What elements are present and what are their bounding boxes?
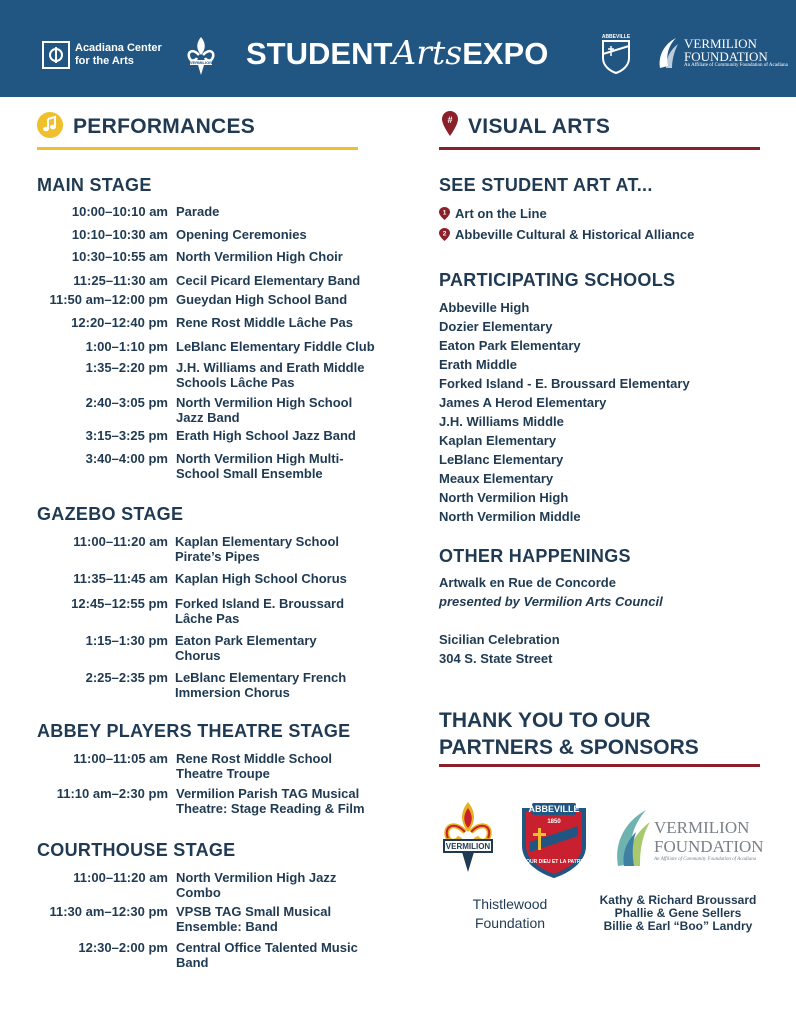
schedule-time: 3:40–4:00 pm: [85, 451, 168, 466]
schedule-event: North Vermilion High Jazz Combo: [176, 870, 337, 900]
acadiana-line1: Acadiana Center: [75, 42, 162, 54]
schedule-event: Eaton Park Elementary Chorus: [175, 633, 317, 663]
donor-name: Phallie & Gene Sellers: [614, 906, 742, 920]
school-item: Forked Island - E. Broussard Elementary: [439, 376, 690, 391]
thistlewood-foundation: [455, 895, 565, 933]
acadiana-mark-icon: [42, 41, 70, 69]
vf-line1: VERMILION: [684, 36, 757, 51]
schedule-event: LeBlanc Elementary Fiddle Club: [176, 339, 375, 354]
schedule-event: Rene Rost Middle School Theatre Troupe: [176, 751, 333, 781]
vf-wing-icon: [656, 36, 680, 70]
svg-text:2: 2: [442, 230, 447, 238]
schedule-time: 12:45–12:55 pm: [71, 596, 168, 611]
vermilion-fleur-logo: [184, 35, 218, 79]
schedule-event: North Vermilion High School Jazz Band: [176, 395, 353, 425]
schedule-time: 1:00–1:10 pm: [85, 339, 168, 354]
vf-sub: An Affiliate of Community Foundation of Acadiana: [684, 63, 788, 68]
schedule-time: 1:35–2:20 pm: [85, 360, 168, 375]
abbeville-city-seal-logo: [518, 802, 590, 878]
artwalk-text: Artwalk en Rue de Concorde: [439, 575, 616, 590]
sicilian-text: Sicilian Celebration: [439, 632, 560, 647]
sponsor-crest-year: 1850: [547, 819, 561, 825]
schools-title: PARTICIPATING SCHOOLS: [439, 270, 676, 290]
vermilion-foundation-logo: [656, 36, 788, 70]
see-art-title: SEE STUDENT ART AT...: [439, 175, 653, 195]
sponsors-rule: [439, 764, 760, 767]
schedule-time: 11:50 am–12:00 pm: [49, 292, 168, 307]
schedule-event: Gueydan High School Band: [176, 292, 348, 307]
schedule-time: 12:20–12:40 pm: [71, 315, 168, 330]
svg-text:#: #: [447, 115, 453, 125]
svg-text:1: 1: [442, 209, 447, 217]
sponsor-crest-top: ABBEVILLE: [528, 804, 580, 814]
sponsor-crest-motto: POUR DIEU ET LA PATRIE: [522, 859, 586, 865]
acadiana-logo: [42, 41, 162, 69]
school-item: Dozier Elementary: [439, 319, 553, 334]
gazebo-stage-title: GAZEBO STAGE: [37, 504, 184, 524]
performances-rule: [37, 147, 358, 150]
schedule-event: Cecil Picard Elementary Band: [176, 273, 361, 288]
visual-arts-heading: VISUAL ARTS: [468, 115, 611, 138]
sicilian-address: 304 S. State Street: [439, 651, 553, 666]
schedule-time: 11:00–11:20 am: [73, 870, 168, 885]
schedule-time: 11:10 am–2:30 pm: [56, 786, 168, 801]
schedule-event: Kaplan Elementary School Pirate’s Pipes: [175, 534, 339, 564]
schedule-time: 10:00–10:10 am: [71, 204, 168, 219]
schedule-time: 2:25–2:35 pm: [85, 670, 168, 685]
schedule-event: Erath High School Jazz Band: [176, 428, 356, 443]
schedule-event: Opening Ceremonies: [176, 227, 307, 242]
acadiana-line2: for the Arts: [75, 55, 134, 67]
schedule-event: Rene Rost Middle Lâche Pas: [176, 315, 353, 330]
school-item: Eaton Park Elementary: [439, 338, 581, 353]
schedule-time: 2:40–3:05 pm: [85, 395, 168, 410]
vf-line2: FOUNDATION: [684, 49, 768, 64]
sponsor-vf-line1: VERMILION: [654, 818, 750, 837]
visual-arts-rule: [439, 147, 760, 150]
schedule-time: 11:35–11:45 am: [73, 571, 168, 586]
sponsor-vf-line2: FOUNDATION: [654, 837, 764, 856]
thistlewood-line1: Thistlewood: [472, 896, 548, 912]
school-item: LeBlanc Elementary: [439, 452, 564, 467]
title-arts: Arts: [392, 33, 463, 72]
location-pin-icon: [441, 110, 459, 138]
schedule-time: 11:00–11:20 am: [73, 534, 168, 549]
schedule-event: Central Office Talented Music Band: [176, 940, 358, 970]
other-happenings-title: OTHER HAPPENINGS: [439, 546, 631, 566]
donor-name: Kathy & Richard Broussard: [599, 893, 757, 907]
location-item: [439, 206, 547, 221]
schedule-time: 12:30–2:00 pm: [78, 940, 168, 955]
expo-title: [246, 33, 548, 72]
school-item: Erath Middle: [439, 357, 518, 372]
sponsors-heading: [439, 707, 699, 761]
location-item: [439, 227, 694, 242]
schedule-event: North Vermilion High Multi-School Small Ensemble: [176, 451, 344, 481]
performances-header: [37, 111, 255, 139]
sponsor-fleur-label: VERMILION: [445, 842, 491, 851]
donor-list: [592, 894, 764, 933]
crest-small-label: ABBEVILLE: [601, 34, 631, 40]
school-item: Meaux Elementary: [439, 471, 554, 486]
schedule-time: 3:15–3:25 pm: [85, 428, 168, 443]
school-item: J.H. Williams Middle: [439, 414, 564, 429]
vermilion-parish-fleur-logo: [440, 800, 496, 876]
artwalk-presenter: presented by Vermilion Arts Council: [439, 594, 663, 609]
abbey-stage-title: ABBEY PLAYERS THEATRE STAGE: [37, 721, 351, 741]
school-item: North Vermilion High: [439, 490, 569, 505]
thanks-line2: PARTNERS & SPONSORS: [439, 736, 699, 759]
thanks-line1: THANK YOU TO OUR: [439, 709, 651, 732]
schedule-event: Parade: [176, 204, 220, 219]
header-banner: [0, 0, 796, 97]
courthouse-stage-title: COURTHOUSE STAGE: [37, 840, 236, 860]
schedule-event: VPSB TAG Small Musical Ensemble: Band: [176, 904, 332, 934]
school-item: Abbeville High: [439, 300, 530, 315]
schedule-event: LeBlanc Elementary French Immersion Chorus: [175, 670, 347, 700]
visual-arts-header: [441, 109, 610, 139]
music-note-icon: [37, 112, 63, 138]
schedule-time: 11:30 am–12:30 pm: [49, 904, 168, 919]
schedule-event: Vermilion Parish TAG Musical Theatre: Stage Reading & Film: [176, 786, 365, 816]
vermilion-foundation-sponsor-logo: [612, 808, 764, 870]
school-item: James A Herod Elementary: [439, 395, 607, 410]
schedule-time: 10:10–10:30 am: [71, 227, 168, 242]
fleur-small-label: VERMILION: [189, 60, 213, 65]
school-item: North Vermilion Middle: [439, 509, 581, 524]
vf-wing-color-icon: [612, 808, 652, 870]
schedule-time: 11:25–11:30 am: [73, 273, 168, 288]
performances-heading: PERFORMANCES: [73, 115, 256, 138]
main-stage-title: MAIN STAGE: [37, 175, 152, 195]
sponsor-vf-sub: An Affiliate of Community Foundation of Acadiana: [654, 857, 757, 862]
schedule-time: 1:15–1:30 pm: [85, 633, 168, 648]
location-label: Abbeville Cultural & Historical Alliance: [455, 227, 695, 242]
schedule-event: J.H. Williams and Erath Middle Schools Lâche Pas: [176, 360, 365, 390]
schedule-event: North Vermilion High Choir: [176, 249, 343, 264]
schedule-time: 10:30–10:55 am: [71, 249, 168, 264]
school-item: Kaplan Elementary: [439, 433, 557, 448]
thistlewood-line2: Foundation: [474, 915, 546, 931]
location-2-pin-icon: [439, 228, 450, 241]
location-1-pin-icon: [439, 207, 450, 220]
title-student: STUDENT: [246, 36, 393, 71]
donor-name: Billie & Earl “Boo” Landry: [603, 919, 753, 933]
schedule-event: Forked Island E. Broussard Lâche Pas: [175, 596, 345, 626]
schedule-event: Kaplan High School Chorus: [175, 571, 347, 586]
abbeville-crest-logo: [598, 32, 634, 78]
location-label: Art on the Line: [455, 206, 547, 221]
schedule-time: 11:00–11:05 am: [73, 751, 168, 766]
title-expo: EXPO: [462, 36, 549, 71]
